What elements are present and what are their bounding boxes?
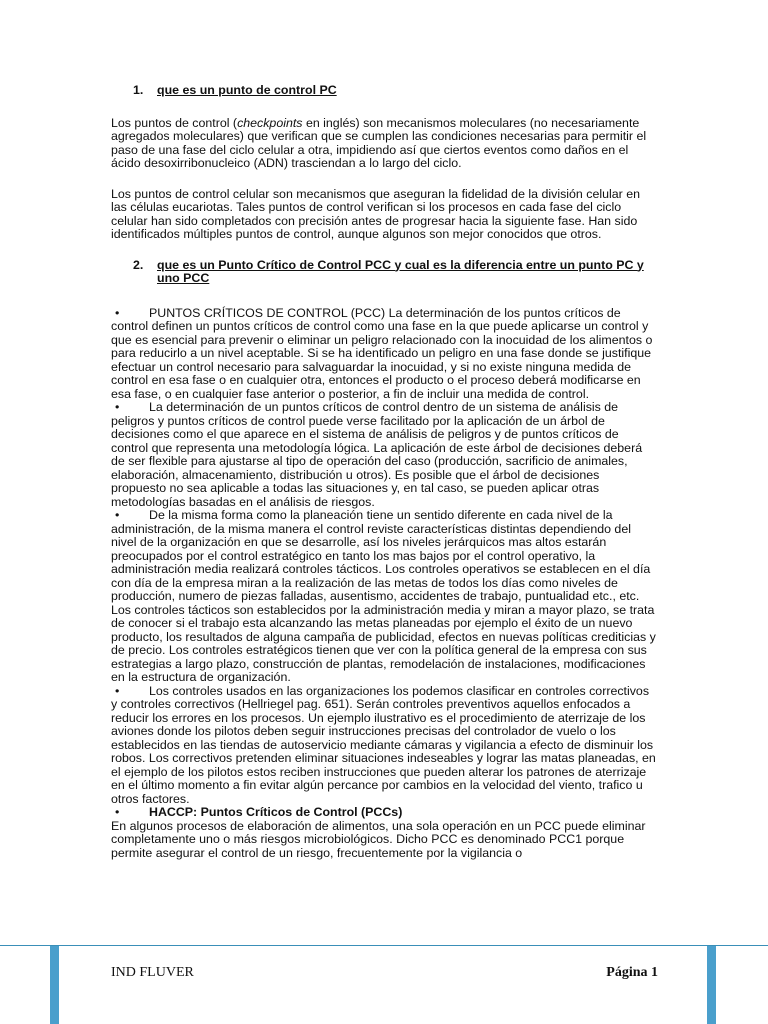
list-item: • De la misma forma como la planeación tiene un sentido diferente en cada nivel de la administración, de la misma manera el control reviste características distintas dependiendo del nivel de la organización en que se desarrolle, así los niveles jerárquicos mas altos estarán preocupados por el control estratégico en tanto los mas bajos por el control operativo, la administración media realizará controles tácticos. Los controles operativos se establecen en el día con día de la empresa miran a la realización de las metas de todos los días como niveles de producción, numero de piezas falladas, ausentismo, accidentes de trabajo, puntualidad etc., etc. Los controles tácticos son establecidos por la administración media y miran a mayor plazo, se trata de conocer si el trabajo esta alcanzando las metas planeadas por ejemplo el éxito de un nuevo producto, los resultados de alguna campaña de publicidad, efectos en nuevas políticas crediticias y de precio. Los controles estratégicos tienen que ver con la política general de la empresa con sus estrategias a largo plazo, construcción de plantas, remodelación de instalaciones, modificaciones en la estructura de organización. — [111, 508, 656, 684]
p1-text-end: en inglés) son mecanismos moleculares (no necesariamente agregados moleculares) que verifican que se cumplen las condiciones necesarias para permitir el paso de una fase del ciclo celular a otra, impidiendo así que ciertos eventos como daños en el ácido desoxirribonucleico (ADN) trasciendan a lo largo del ciclo. — [111, 115, 647, 170]
section-2-title: que es un Punto Crítico de Control PCC y cual es la diferencia entre un punto PC y uno PCC — [157, 257, 644, 285]
bullet-dot: • — [115, 805, 120, 819]
list-item: • La determinación de un puntos críticos de control dentro de un sistema de análisis de peligros y puntos críticos de control puede verse facilitado por la aplicación de un árbol de decisiones como el que aparece en el sistema de análisis de peligros y de puntos críticos de control que representa una metodología lógica. La aplicación de este árbol de decisiones deberá de ser flexible para ajustarse al tipo de operación del caso (producción, sacrificio de animales, elaboración, almacenamiento, distribución u otros). Es posible que el árbol de decisiones propuesto no sea aplicable a todas las situaciones y, en tal caso, se pueden aplicar otras metodologías basadas en el análisis de riesgos. — [111, 400, 643, 509]
section-1-paragraph-1 — [111, 117, 656, 171]
footer-right-bar — [707, 946, 716, 1024]
bullet-dot: • — [115, 400, 120, 414]
list-item: • PUNTOS CRÍTICOS DE CONTROL (PCC) La determinación de los puntos críticos de control definen un puntos críticos de control como una fase en la que puede aplicarse un control y que es esencial para prevenir o eliminar un peligro relacionado con la inocuidad de los alimentos o para reducirlo a un nivel aceptable. Si se ha identificado un peligro en una fase donde se justifique efectuar un control necesario para salvaguardar la inocuidad, y si no existe ninguna medida de control en esa fase o en cualquier otra, entonces el producto o el proceso deberá modificarse en esa fase, o en cualquier fase anterior o posterior, a fin de incluir una medida de control. — [111, 305, 653, 401]
haccp-paragraph: En algunos procesos de elaboración de alimentos, una sola operación en un PCC puede eliminar completamente uno o más riesgos microbiológicos. Dicho PCC es denominado PCC1 porque permite asegurar el control de un riesgo, frecuentemente por la vigilancia o — [111, 818, 646, 860]
section-1-number: 1. — [133, 83, 144, 97]
footer-divider — [0, 945, 768, 946]
haccp-title: HACCP: Puntos Críticos de Control (PCCs) — [149, 805, 403, 819]
p1-italic-term: checkpoints — [237, 115, 303, 130]
section-1-title: que es un punto de control PC — [157, 83, 337, 97]
bullet-dot: • — [115, 305, 120, 320]
section-2-heading — [133, 259, 656, 286]
bullet-dot: • — [115, 683, 120, 698]
footer-company: IND FLUVER — [111, 965, 194, 980]
section-1-heading — [133, 84, 656, 98]
haccp-item — [111, 806, 656, 820]
document-body — [111, 84, 656, 860]
bullet-list — [111, 307, 656, 861]
section-2-number: 2. — [133, 257, 144, 272]
list-item: • Los controles usados en las organizaciones los podemos clasificar en controles correctivos y controles correctivos (Hellriegel pag. 651). Serán controles preventivos aquellos enfocados a reducir los errores en los procesos. Un ejemplo ilustrativo es el procedimiento de aterrizaje de los aviones donde los pilotos deben seguir instrucciones precisas del controlador de vuelo o los establecidos en las tiendas de autoservicio mediante cámaras y vigilancia a efecto de disminuir los robos. Los correctivos pretenden eliminar situaciones indeseables y lograr las matas planeadas, en el ejemplo de los pilotos estos reciben instrucciones que pueden alterar los patrones de aterrizaje en el último momento a fin evitar algún percance por cambios en la velocidad del viento, trafico u otros factores. — [111, 683, 656, 806]
footer-left-bar — [50, 946, 59, 1024]
footer-page-number: Página 1 — [606, 965, 658, 980]
section-1-paragraph-2: Los puntos de control celular son mecanismos que aseguran la fidelidad de la división celular en las células eucariotas. Tales puntos de control verifican si los procesos en cada fase del ciclo celular han sido completados con precisión antes de progresar hacia la siguiente fase. Han sido identificados múltiples puntos de control, aunque algunos son mejor conocidos que otros. — [111, 186, 640, 241]
bullet-dot: • — [115, 508, 120, 522]
p1-text-start: Los puntos de control ( — [111, 115, 238, 130]
